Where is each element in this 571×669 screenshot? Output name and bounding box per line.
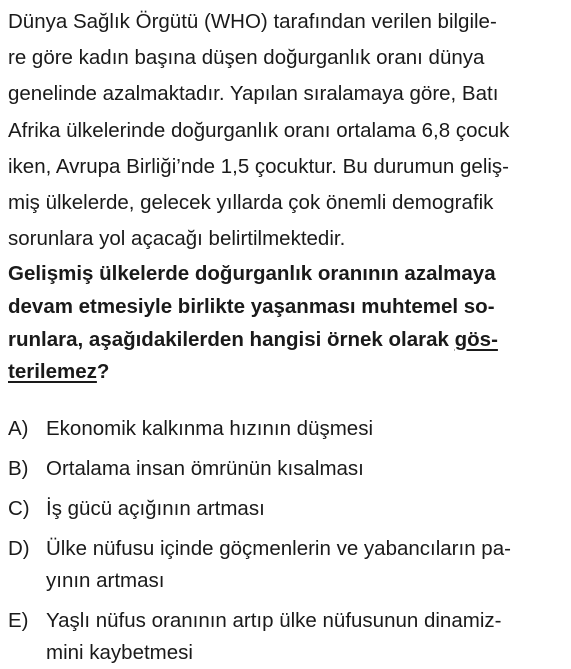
question-line bbox=[8, 356, 565, 389]
option-c[interactable] bbox=[8, 493, 565, 525]
option-text-line: yının artması bbox=[46, 568, 165, 592]
option-letter: C) bbox=[8, 496, 30, 520]
question-text-part: runlara, aşağıdakilerden hangisi örnek olarak bbox=[8, 327, 455, 351]
option-text-line: mini kaybetmesi bbox=[46, 640, 193, 664]
passage-line: sorunlara yol açacağı belirtilmektedir. bbox=[8, 227, 346, 251]
option-letter: B) bbox=[8, 456, 29, 480]
question-line: devam etmesiyle birlikte yaşanması muhtemel so- bbox=[8, 295, 495, 319]
option-text bbox=[46, 453, 565, 485]
option-d[interactable] bbox=[8, 533, 565, 597]
option-b[interactable] bbox=[8, 453, 565, 485]
option-text bbox=[46, 533, 565, 597]
option-a[interactable] bbox=[8, 413, 565, 445]
option-text-line: Ortalama insan ömrünün kısalması bbox=[46, 456, 364, 480]
underlined-keyword: gös- bbox=[454, 327, 498, 351]
option-text bbox=[46, 605, 565, 669]
passage-line: miş ülkelerde, gelecek yıllarda çok önemli demografik bbox=[8, 191, 494, 215]
passage-line: re göre kadın başına düşen doğurganlık oranı dünya bbox=[8, 46, 485, 70]
option-text-line: Ülke nüfusu içinde göçmenlerin ve yabancıların pa- bbox=[46, 536, 511, 560]
option-text-line: Ekonomik kalkınma hızının düşmesi bbox=[46, 416, 373, 440]
option-text bbox=[46, 413, 565, 445]
passage-text bbox=[8, 4, 565, 257]
passage-line: genelinde azalmaktadır. Yapılan sıralamaya göre, Batı bbox=[8, 82, 499, 106]
question-line: Gelişmiş ülkelerde doğurganlık oranının azalmaya bbox=[8, 262, 496, 286]
option-text-line: Yaşlı nüfus oranının artıp ülke nüfusunun dinamiz- bbox=[46, 608, 502, 632]
option-letter: D) bbox=[8, 536, 30, 560]
question-mark: ? bbox=[96, 360, 110, 384]
passage-line: iken, Avrupa Birliği’nde 1,5 çocuktur. Bu durumun geliş- bbox=[8, 154, 510, 178]
passage-line: Afrika ülkelerinde doğurganlık oranı ortalama 6,8 çocuk bbox=[8, 118, 510, 142]
option-e[interactable] bbox=[8, 605, 565, 669]
underlined-keyword: terilemez bbox=[8, 360, 97, 384]
question-stem bbox=[8, 258, 565, 388]
question-line bbox=[8, 324, 565, 357]
answer-options bbox=[8, 413, 565, 669]
option-text bbox=[46, 493, 565, 525]
passage-line: Dünya Sağlık Örgütü (WHO) tarafından verilen bilgile- bbox=[8, 10, 497, 33]
option-text-line: İş gücü açığının artması bbox=[46, 496, 265, 520]
option-letter: A) bbox=[8, 416, 29, 440]
option-letter: E) bbox=[8, 608, 29, 632]
